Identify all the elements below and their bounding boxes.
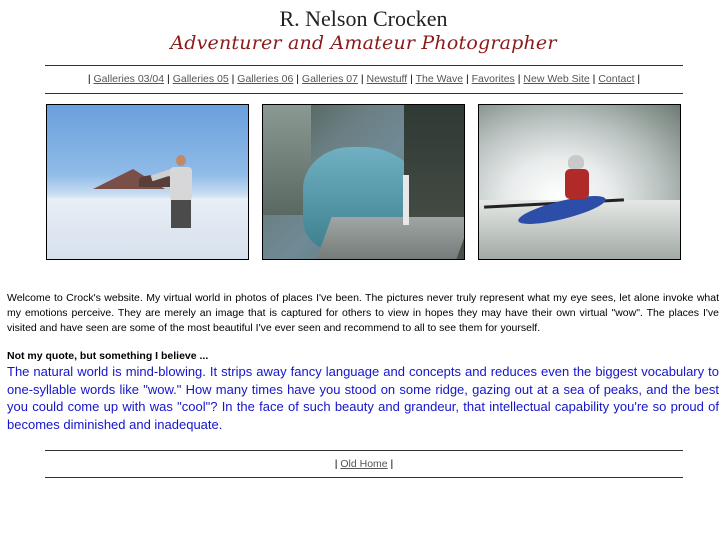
photo-hiker (170, 167, 192, 201)
nav-link-galleries-05[interactable]: Galleries 05 (172, 73, 229, 85)
photo-kayaker (565, 169, 589, 199)
nav-separator: | (296, 73, 299, 85)
photo-snowy-summit (46, 104, 249, 260)
nav-separator: | (410, 73, 413, 85)
nav-link-galleries-06[interactable]: Galleries 06 (237, 73, 294, 85)
nav-separator: | (167, 73, 170, 85)
site-tagline: Adventurer and Amateur Photographer (170, 32, 557, 54)
footer-bottom-divider (45, 477, 683, 478)
photo-snowfield (47, 200, 249, 260)
footer-separator: | (390, 458, 394, 470)
nav-separator: | (360, 73, 364, 85)
quote-text: The natural world is mind-blowing. It strips away fancy language and concepts and reduces even the biggest vocabulary to one-syllable words like "wow." How many times have you stood on some ridge, gazing out at a sea of peaks, and the best you could come up with was "cool"? In the face of such beauty and grandeur, that intellectual capability you're so proud of becomes diminished and inadequate. (7, 364, 719, 432)
nav-separator: | (87, 73, 91, 85)
nav-separator: | (231, 73, 235, 85)
footer-nav (45, 457, 683, 471)
site-name: R. Nelson Crocken (279, 6, 448, 31)
main-nav (45, 72, 683, 86)
photo-platform-rail (403, 175, 409, 225)
photo-kayaker-helmet (568, 155, 584, 169)
nav-separator: | (465, 73, 469, 85)
photo-jump-platform (314, 217, 465, 260)
nav-link-newstuff[interactable]: Newstuff (366, 73, 408, 85)
nav-link-contact[interactable]: Contact (598, 73, 635, 85)
top-divider (45, 65, 683, 66)
footer-separator: | (334, 458, 338, 470)
photo-canyon-river (262, 104, 465, 260)
nav-divider (45, 93, 683, 94)
footer-top-divider (45, 450, 683, 451)
site-header (0, 6, 727, 54)
footer-link-old-home[interactable]: Old Home (340, 458, 388, 470)
nav-separator: | (637, 73, 641, 85)
nav-link-galleries-07[interactable]: Galleries 07 (301, 73, 358, 85)
nav-separator: | (517, 73, 521, 85)
quote-heading: Not my quote, but something I believe ... (7, 350, 209, 362)
photo-whitewater-kayak (478, 104, 681, 260)
nav-link-galleries-0304[interactable]: Galleries 03/04 (93, 73, 165, 85)
photo-hiker-legs (171, 200, 191, 228)
nav-link-favorites[interactable]: Favorites (471, 73, 515, 85)
photo-hiker-head (176, 155, 186, 166)
nav-separator: | (592, 73, 596, 85)
nav-link-the-wave[interactable]: The Wave (415, 73, 464, 85)
nav-link-new-web-site[interactable]: New Web Site (523, 73, 590, 85)
intro-paragraph: Welcome to Crock's website. My virtual world in photos of places I've been. The pictures never truly represent what my eye sees, let alone invoke what my emotions perceive. They are merely an image that is captured for others to view in hopes they may have their own virtual "wow". The places I've visited and have seen are some of the most beautiful I've ever seen and recommend to all to see them for yourself. (7, 292, 719, 334)
